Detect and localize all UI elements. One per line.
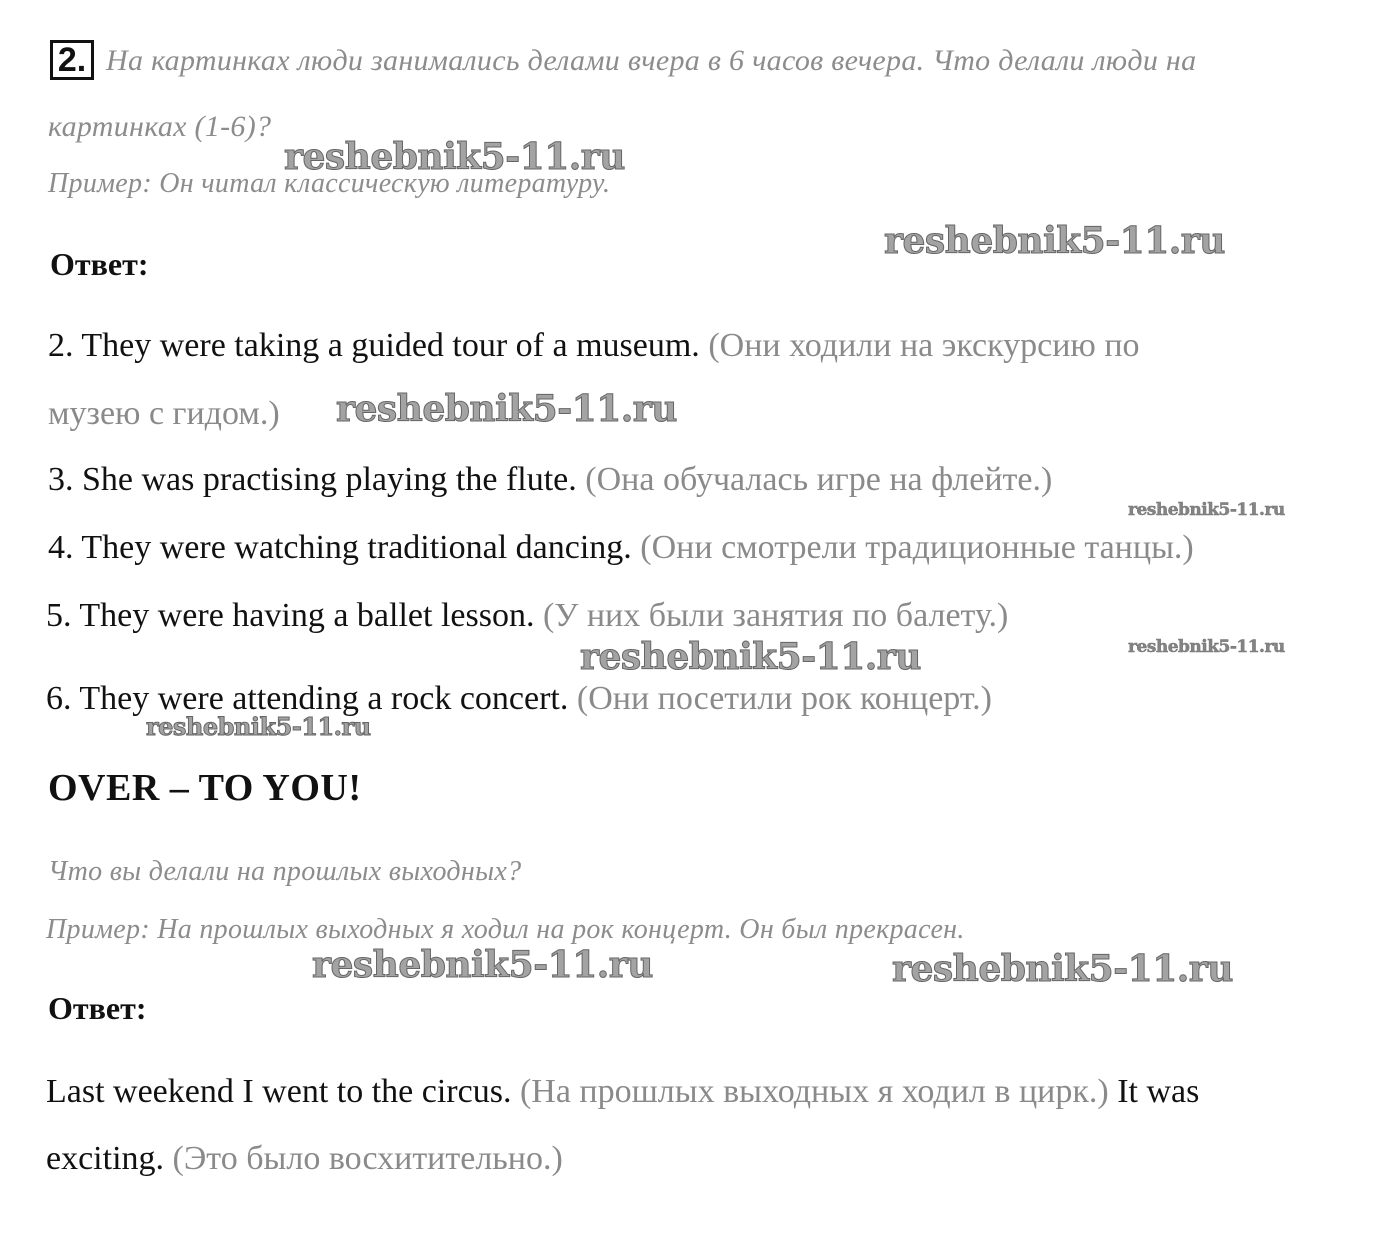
answer-6-ru: (Они посетили рок концерт.) bbox=[576, 680, 992, 717]
section-answer-en2b: exciting. bbox=[46, 1140, 165, 1177]
answer-line-2-cont bbox=[48, 395, 280, 433]
section-title: OVER – TO YOU! bbox=[48, 767, 362, 809]
section-answer-ru2: (Это было восхитительно.) bbox=[172, 1140, 563, 1177]
answer-3-ru: (Она обучалась игре на флейте.) bbox=[585, 461, 1053, 498]
answer-4-ru: (Они смотрели традиционные танцы.) bbox=[640, 529, 1194, 566]
answer-2-en: 2. They were taking a guided tour of a museum. bbox=[48, 327, 700, 364]
answer-label: Ответ: bbox=[50, 246, 149, 282]
task-instruction-line2: картинках (1-6)? bbox=[48, 110, 272, 143]
watermark: reshebnik5-11.ru bbox=[580, 636, 921, 678]
section-answer-line2 bbox=[46, 1140, 563, 1178]
section-example: Пример: На прошлых выходных я ходил на рок концерт. Он был прекрасен. bbox=[46, 914, 965, 945]
watermark: reshebnik5-11.ru bbox=[1128, 637, 1285, 657]
watermark: reshebnik5-11.ru bbox=[336, 388, 677, 430]
section-answer-ru1: (На прошлых выходных я ходил в цирк.) bbox=[519, 1073, 1109, 1110]
answer-3-en: 3. She was practising playing the flute. bbox=[48, 461, 577, 498]
watermark: reshebnik5-11.ru bbox=[892, 948, 1233, 990]
section-question: Что вы делали на прошлых выходных? bbox=[48, 856, 522, 887]
answer-line-2 bbox=[48, 327, 1140, 365]
answer-5-ru: (У них были занятия по балету.) bbox=[542, 597, 1009, 634]
answer-2-ru-cont: музею с гидом.) bbox=[48, 395, 280, 432]
watermark: reshebnik5-11.ru bbox=[1128, 500, 1285, 520]
answer-line-5 bbox=[46, 597, 1008, 635]
watermark: reshebnik5-11.ru bbox=[884, 220, 1225, 262]
answer-2-ru: (Они ходили на экскурсию по bbox=[708, 327, 1140, 364]
watermark: reshebnik5-11.ru bbox=[146, 712, 371, 741]
answer-6-en: 6. They were attending a rock concert. bbox=[46, 680, 569, 717]
watermark: reshebnik5-11.ru bbox=[284, 136, 625, 178]
section-answer-en1: Last weekend I went to the circus. bbox=[46, 1073, 512, 1110]
answer-4-en: 4. They were watching traditional dancing. bbox=[48, 529, 632, 566]
task-number-box: 2. bbox=[50, 40, 94, 80]
answer-line-3 bbox=[48, 461, 1052, 499]
section-answer-en2a: It was bbox=[1117, 1073, 1200, 1110]
section-answer-line1 bbox=[46, 1073, 1199, 1111]
task-example: Пример: Он читал классическую литературу. bbox=[48, 168, 611, 199]
watermark: reshebnik5-11.ru bbox=[312, 944, 653, 986]
answer-5-en: 5. They were having a ballet lesson. bbox=[46, 597, 535, 634]
answer-line-4 bbox=[48, 529, 1194, 567]
task-instruction-line1: На картинках люди занимались делами вчера в 6 часов вечера. Что делали люди на bbox=[106, 44, 1197, 77]
section-answer-label: Ответ: bbox=[48, 990, 147, 1026]
